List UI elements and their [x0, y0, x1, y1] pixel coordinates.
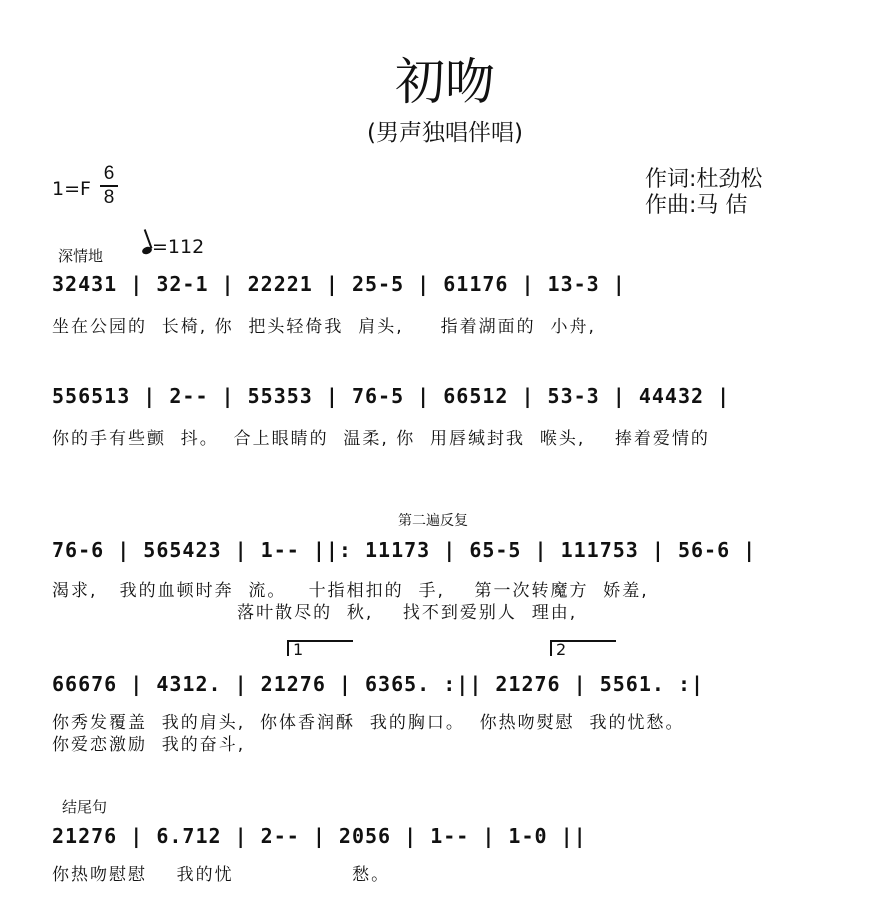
composer-credit: 作曲:马 佶 — [645, 193, 748, 218]
repeat-label: 第二遍反复 — [398, 513, 468, 529]
tempo-value: =112 — [152, 236, 205, 258]
expression-mark: 深情地 — [58, 247, 104, 265]
time-signature-bottom: 8 — [103, 187, 115, 208]
notation-line: 556513 | 2-- | 55353 | 76-5 | 66512 | 53-3 | 44432 | — [52, 384, 731, 408]
lyrics-line-second-verse: 你爱恋激励 我的奋斗, — [52, 735, 246, 755]
notation-line: 76-6 | 565423 | 1-- ||: 11173 | 65-5 | 111753 | 56-6 | — [52, 538, 757, 562]
lyrics-line: 渴求, 我的血顿时奔 流。 十指相扣的 手, 第一次转魔方 娇羞, — [52, 581, 649, 601]
lyricist-credit: 作词:杜劲松 — [645, 167, 763, 192]
lyrics-line-second-verse: 落叶散尽的 秋, 找不到爱别人 理由, — [52, 603, 578, 623]
notation-line: 32431 | 32-1 | 22221 | 25-5 | 61176 | 13-3 | — [52, 272, 626, 296]
lyrics-line: 你秀发覆盖 我的肩头, 你体香润酥 我的胸口。 你热吻熨慰 我的忧愁。 — [52, 713, 685, 733]
time-signature — [100, 164, 118, 208]
notation-line: 66676 | 4312. | 21276 | 6365. :|| 21276 | 5561. :| — [52, 672, 705, 696]
lyrics-line: 你热吻慰慰 我的忧 愁。 — [52, 865, 391, 885]
volta-1: 1 — [287, 640, 353, 656]
lyrics-line: 坐在公园的 长椅, 你 把头轻倚我 肩头, 指着湖面的 小舟, — [52, 317, 596, 337]
lyrics-line: 你的手有些颤 抖。 合上眼睛的 温柔, 你 用唇缄封我 喉头, 捧着爱情的 — [52, 429, 710, 449]
song-title: 初吻 — [395, 53, 495, 111]
notation-line: 21276 | 6.712 | 2-- | 2056 | 1-- | 1-0 || — [52, 824, 587, 848]
ending-label: 结尾句 — [62, 798, 108, 816]
song-subtitle: (男声独唱伴唱) — [367, 120, 523, 146]
time-signature-top: 6 — [103, 163, 115, 184]
tempo-mark — [142, 236, 204, 258]
volta-2: 2 — [550, 640, 616, 656]
key-signature: 1=F — [52, 178, 91, 200]
